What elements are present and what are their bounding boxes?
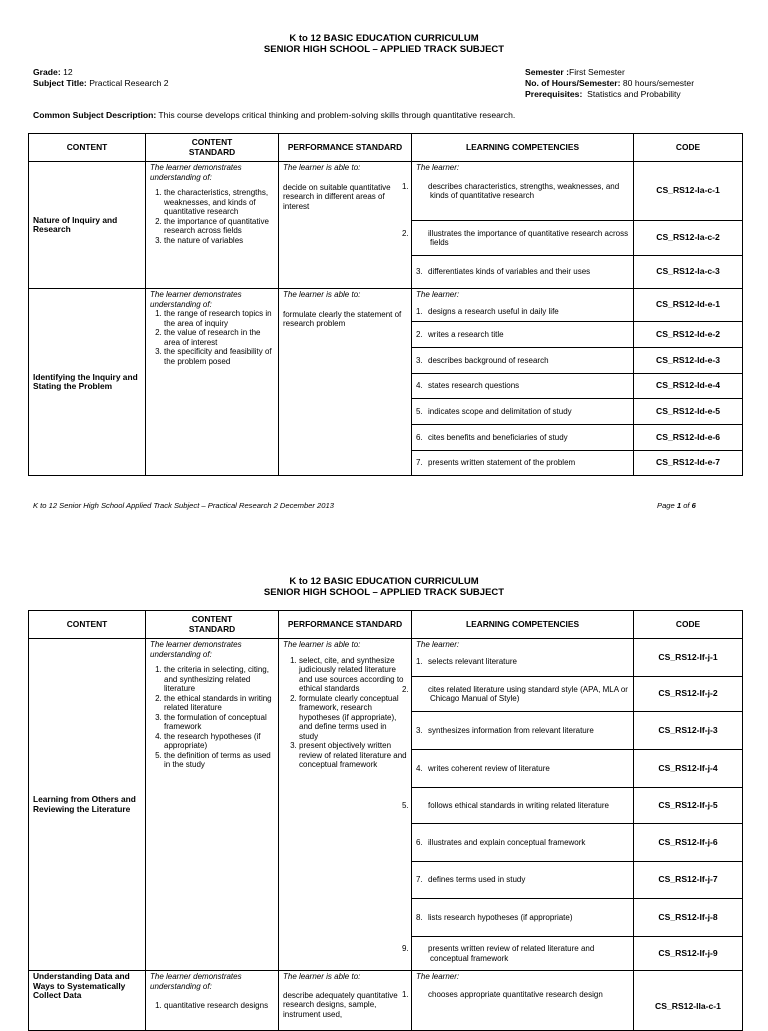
code-cell: CS_RS12-Id-e-1 <box>634 289 743 322</box>
list-item: 3. the formulation of conceptual framework <box>164 713 274 732</box>
footer-left: K to 12 Senior High School Applied Track Subject – Practical Research 2 December 2013 <box>33 501 334 510</box>
code-cell: CS_RS12-Id-e-4 <box>634 374 743 399</box>
list-item: 1. the range of research topics in the area of inquiry <box>164 309 274 328</box>
content-identifying-inquiry: Identifying the Inquiry and Stating the Problem <box>29 289 146 476</box>
code-cell: CS_RS12-Ia-c-3 <box>634 256 743 289</box>
list-item: 4. the research hypotheses (if appropriate) <box>164 732 274 751</box>
description-label: Common Subject Description: <box>33 110 157 120</box>
performance-cell: The learner is able to: formulate clearly the statement of research problem <box>279 289 412 476</box>
semester-line <box>525 67 625 78</box>
competency-cell: 5. follows ethical standards in writing related literature <box>412 788 634 824</box>
competency-cell: 4. states research questions <box>412 374 634 399</box>
competency-cell: 6. illustrates and explain conceptual framework <box>412 824 634 862</box>
list-item: 3. the specificity and feasibility of the problem posed <box>164 347 274 366</box>
list-item: 5. the definition of terms as used in the study <box>164 751 274 770</box>
competency-cell: The learner: 1. selects relevant literature <box>412 639 634 677</box>
standard-cell: The learner demonstrates understanding of: 1. quantitative research designs <box>146 971 279 1031</box>
prereq-label: Prerequisites: <box>525 89 583 99</box>
code-cell: CS_RS12-Id-e-5 <box>634 399 743 425</box>
page-header-line2: SENIOR HIGH SCHOOL – APPLIED TRACK SUBJECT <box>263 44 505 55</box>
grade-line <box>33 67 73 78</box>
code-cell: CS_RS12-Id-e-2 <box>634 322 743 348</box>
list-item: 1. quantitative research designs <box>164 1001 274 1011</box>
list-item: 1. the criteria in selecting, citing, and synthesizing related literature <box>164 665 274 694</box>
subject-description <box>33 110 515 120</box>
content-nature-of-inquiry: Nature of Inquiry and Research <box>29 162 146 289</box>
col-code: CODE <box>634 611 743 639</box>
list-item: 2. the importance of quantitative research across fields <box>164 217 274 236</box>
col-content: CONTENT <box>29 611 146 639</box>
page2-header-line2: SENIOR HIGH SCHOOL – APPLIED TRACK SUBJECT <box>263 587 505 598</box>
competency-cell: 2. writes a research title <box>412 322 634 348</box>
competency-cell: 7. defines terms used in study <box>412 862 634 899</box>
code-cell: CS_RS12-Id-e-6 <box>634 425 743 451</box>
hours-line <box>525 78 694 89</box>
subject-label: Subject Title: <box>33 78 87 88</box>
competency-cell: The learner: 1. describes characteristics, strengths, weaknesses, and kinds of quantitative research <box>412 162 634 221</box>
competency-cell: 2. illustrates the importance of quantitative research across fields <box>412 221 634 256</box>
col-learning-competencies: LEARNING COMPETENCIES <box>412 611 634 639</box>
list-item: 1. select, cite, and synthesize judiciously related literature and use sources according to ethical standards <box>299 656 407 694</box>
code-cell: CS_RS12-If-j-5 <box>634 788 743 824</box>
competency-cell: 6. cites benefits and beneficiaries of study <box>412 425 634 451</box>
grade-label: Grade: <box>33 67 61 77</box>
semester-value: First Semester <box>568 67 625 77</box>
code-cell: CS_RS12-If-j-3 <box>634 712 743 750</box>
code-cell: CS_RS12-Ia-c-2 <box>634 221 743 256</box>
competency-cell: 7. presents written statement of the problem <box>412 451 634 476</box>
code-cell: CS_RS12-If-j-8 <box>634 899 743 937</box>
page-header-line1: K to 12 BASIC EDUCATION CURRICULUM <box>289 33 479 44</box>
competency-cell: The learner: 1. chooses appropriate quantitative research design <box>412 971 634 1031</box>
code-cell: CS_RS12-Ia-c-1 <box>634 162 743 221</box>
competency-cell: 4. writes coherent review of literature <box>412 750 634 788</box>
prereq-line <box>525 89 681 100</box>
standard-cell: The learner demonstrates understanding of: 1. the characteristics, strengths, weaknesses, and kinds of quantitative research 2. the importance of quantitative research across fields 3. the nature of variables <box>146 162 279 289</box>
competency-cell: 2. cites related literature using standard style (APA, MLA or Chicago Manual of Style) <box>412 677 634 712</box>
grade-value: 12 <box>63 67 73 77</box>
subject-line <box>33 78 169 89</box>
competency-cell: 8. lists research hypotheses (if appropriate) <box>412 899 634 937</box>
competency-cell: 3. differentiates kinds of variables and their uses <box>412 256 634 289</box>
code-cell: CS_RS12-If-j-2 <box>634 677 743 712</box>
code-cell: CS_RS12-If-j-6 <box>634 824 743 862</box>
performance-cell: The learner is able to: decide on suitable quantitative research in different areas of interest <box>279 162 412 289</box>
col-content-standard: CONTENT STANDARD <box>146 611 279 639</box>
competency-cell: 3. synthesizes information from relevant literature <box>412 712 634 750</box>
list-item: 2. the value of research in the area of interest <box>164 328 274 347</box>
subject-value: Practical Research 2 <box>89 78 169 88</box>
curriculum-table-page1 <box>28 133 743 476</box>
competency-cell: 9. presents written review of related literature and conceptual framework <box>412 937 634 971</box>
footer-page-number: Page 1 of 6 <box>657 501 696 510</box>
col-learning-competencies: LEARNING COMPETENCIES <box>412 134 634 162</box>
code-cell: CS_RS12-If-j-7 <box>634 862 743 899</box>
competency-cell: 3. describes background of research <box>412 348 634 374</box>
standard-cell: The learner demonstrates understanding of: 1. the range of research topics in the area of inquiry 2. the value of research in the area of interest 3. the specificity and feasibility of the problem posed <box>146 289 279 476</box>
code-cell: CS_RS12-IIa-c-1 <box>634 971 743 1031</box>
list-item: 2. the ethical standards in writing related literature <box>164 694 274 713</box>
col-content-standard: CONTENT STANDARD <box>146 134 279 162</box>
code-cell: CS_RS12-If-j-1 <box>634 639 743 677</box>
page2-header-line1: K to 12 BASIC EDUCATION CURRICULUM <box>289 576 479 587</box>
performance-cell: The learner is able to: 1. select, cite, and synthesize judiciously related literature and use sources according to ethical standards 2. formulate clearly conceptual framework, research hypotheses (if appropriate), and define terms used in study 3. present objectively written review of related literature and conceptual framework <box>279 639 412 971</box>
standard-cell: The learner demonstrates understanding of: 1. the criteria in selecting, citing, and synthesizing related literature 2. the ethical standards in writing related literature 3. the formulation of conceptual framework 4. the research hypotheses (if appropriate) 5. the definition of terms as used in the study <box>146 639 279 971</box>
content-learning-from-others: Learning from Others and Reviewing the Literature <box>29 639 146 971</box>
competency-cell: 5. indicates scope and delimitation of study <box>412 399 634 425</box>
performance-cell: The learner is able to: describe adequately quantitative research designs, sample, instrument used, <box>279 971 412 1031</box>
list-item: 3. present objectively written review of related literature and conceptual framework <box>299 741 407 770</box>
hours-label: No. of Hours/Semester: <box>525 78 621 88</box>
content-understanding-data: Understanding Data and Ways to Systematically Collect Data <box>29 971 146 1031</box>
hours-value: 80 hours/semester <box>622 78 695 88</box>
col-content: CONTENT <box>29 134 146 162</box>
code-cell: CS_RS12-Id-e-3 <box>634 348 743 374</box>
list-item: 1. the characteristics, strengths, weaknesses, and kinds of quantitative research <box>164 188 274 217</box>
list-item: 2. formulate clearly conceptual framework, research hypotheses (if appropriate), and define terms used in study <box>299 694 407 742</box>
col-performance-standard: PERFORMANCE STANDARD <box>279 611 412 639</box>
code-cell: CS_RS12-If-j-4 <box>634 750 743 788</box>
code-cell: CS_RS12-Id-e-7 <box>634 451 743 476</box>
prereq-value: Statistics and Probability <box>587 89 681 99</box>
curriculum-table-page2 <box>28 610 743 1031</box>
list-item: 3. the nature of variables <box>164 236 274 246</box>
col-performance-standard: PERFORMANCE STANDARD <box>279 134 412 162</box>
description-value: This course develops critical thinking and problem-solving skills through quantitative research. <box>158 110 516 120</box>
semester-label: Semester : <box>525 67 569 77</box>
code-cell: CS_RS12-If-j-9 <box>634 937 743 971</box>
col-code: CODE <box>634 134 743 162</box>
competency-cell: The learner: 1. designs a research useful in daily life <box>412 289 634 322</box>
